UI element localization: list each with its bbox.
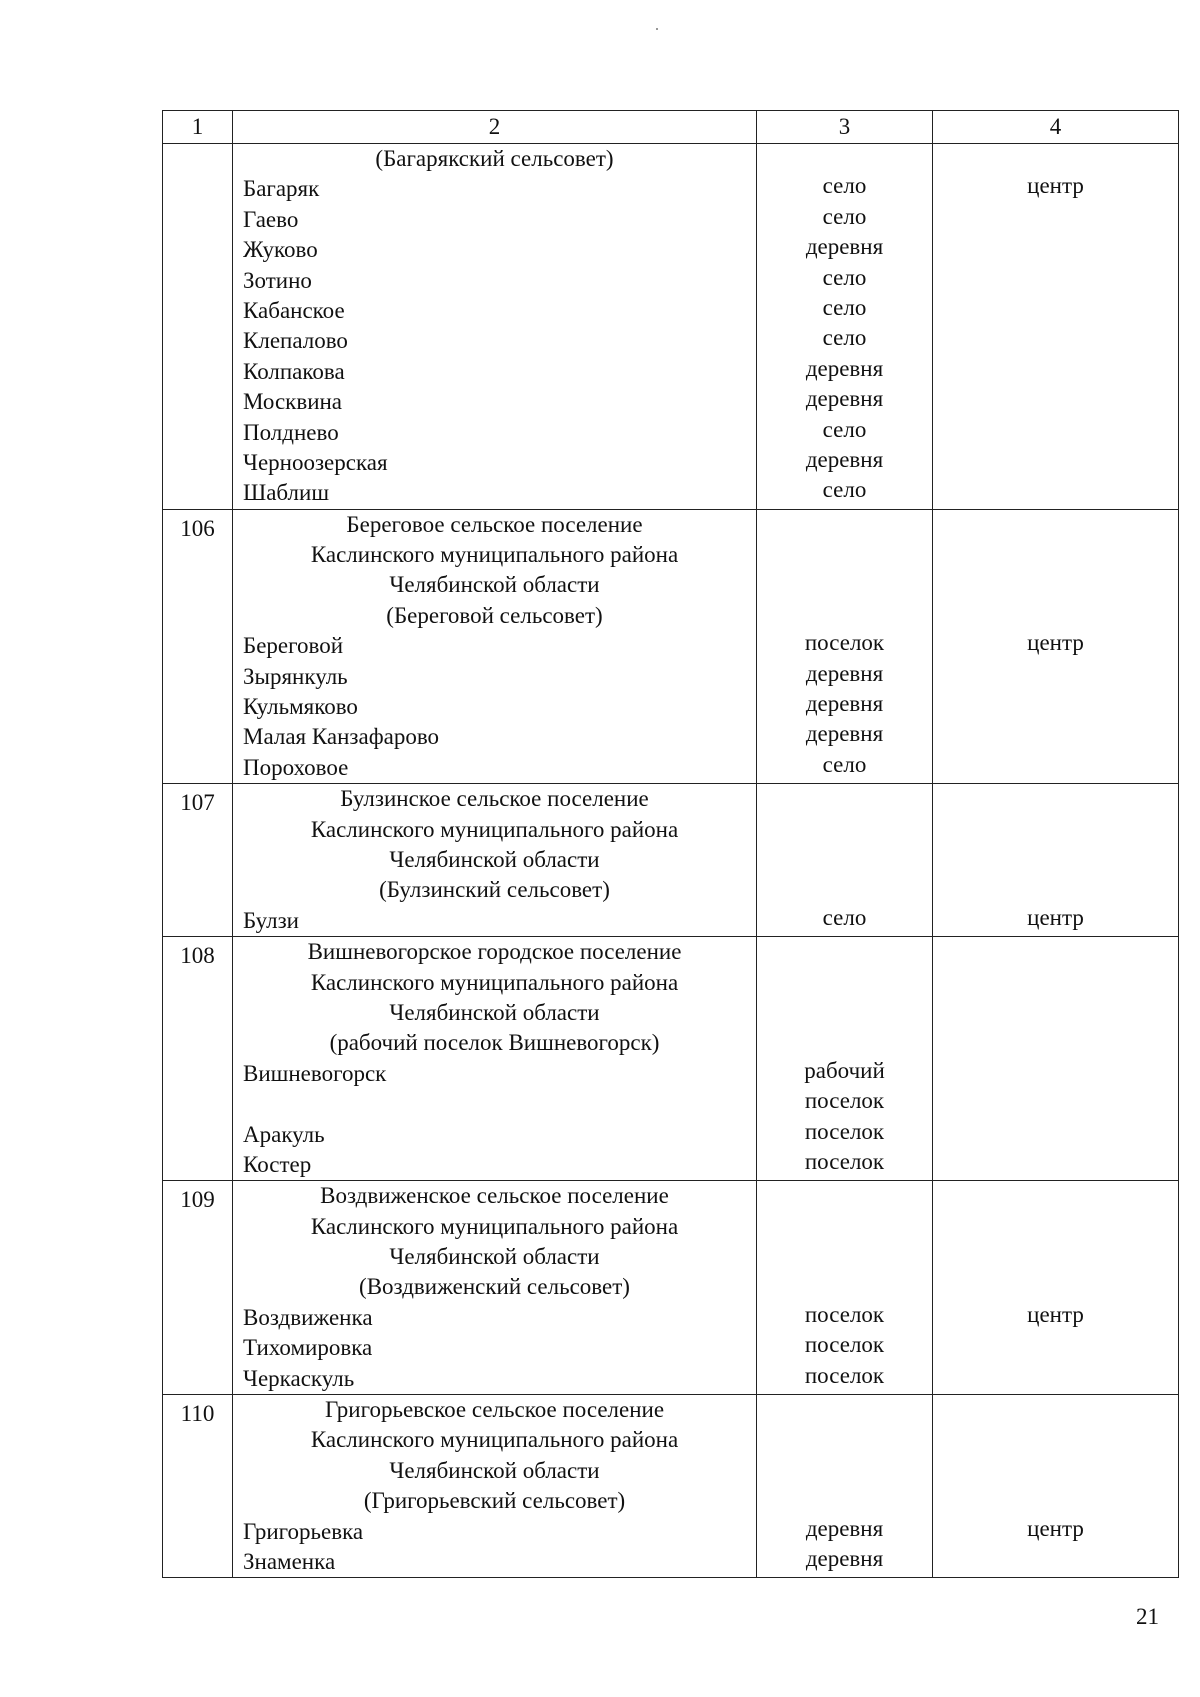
settlement-name: Кабанское	[243, 297, 345, 323]
spacer	[757, 937, 932, 967]
settlement-name: Колпакова	[243, 358, 345, 384]
settlement-role	[933, 202, 1178, 232]
settlement-type: село	[822, 416, 867, 442]
settlement-type: деревня	[805, 355, 884, 381]
settlement-type: село	[822, 264, 867, 290]
table-row	[163, 144, 1179, 510]
table-row	[163, 509, 1179, 784]
settlement-name: Малая Канзафарово	[243, 724, 440, 750]
settlement-names-cell	[233, 144, 757, 510]
settlement-role: центр	[1027, 1301, 1084, 1327]
settlement-name: Москвина	[243, 389, 343, 415]
settlement-names-cell	[233, 784, 757, 937]
row-number: 109	[163, 1181, 233, 1395]
settlement-role	[933, 384, 1178, 414]
spacer	[757, 875, 932, 905]
settlement-role-cell	[933, 937, 1179, 1181]
settlement-type: деревня	[805, 1545, 884, 1571]
column-header-1: 1	[163, 111, 233, 144]
page-number: 21	[1136, 1604, 1159, 1629]
settlement-role	[933, 445, 1178, 475]
settlement-type: деревня	[805, 691, 884, 717]
settlement-name: Береговой	[243, 633, 343, 659]
spacer	[933, 784, 1178, 814]
settlement-role	[933, 1330, 1178, 1360]
row-number: 110	[163, 1395, 233, 1578]
municipality-title-line: Булзинское сельское поселение	[340, 786, 649, 812]
settlement-name: Полднево	[243, 419, 339, 445]
settlement-name: Кульмяково	[243, 694, 358, 720]
settlement-role	[933, 475, 1178, 505]
municipality-title-line: Челябинской области	[389, 572, 600, 598]
spacer	[933, 540, 1178, 570]
settlement-role	[933, 659, 1178, 689]
spacer	[933, 570, 1178, 600]
settlement-type: поселок	[804, 1332, 885, 1358]
spacer	[933, 815, 1178, 845]
settlement-role	[933, 293, 1178, 323]
settlement-type: поселок	[804, 1362, 885, 1388]
municipality-title-line: Каслинского муниципального района	[310, 816, 679, 842]
spacer	[757, 1272, 932, 1302]
municipality-title-line: Каслинского муниципального района	[310, 542, 679, 568]
settlement-name: Тихомировка	[243, 1335, 373, 1361]
municipality-title-line: (Багарякский сельсовет)	[375, 146, 614, 171]
settlement-name: Григорьевка	[243, 1518, 364, 1544]
spacer	[757, 784, 932, 814]
spacer	[933, 1486, 1178, 1516]
row-number: 107	[163, 784, 233, 937]
municipality-title-line: (рабочий поселок Вишневогорск)	[329, 1030, 660, 1056]
table-row	[163, 1395, 1179, 1578]
settlement-name: Зотино	[243, 267, 312, 293]
spacer	[757, 540, 932, 570]
table-row	[163, 784, 1179, 937]
settlement-names-cell	[233, 1181, 757, 1395]
spacer	[933, 144, 1178, 174]
settlement-type-cell	[757, 509, 933, 784]
settlement-role: центр	[1027, 630, 1084, 656]
settlement-role	[933, 263, 1178, 293]
settlement-role: центр	[1027, 904, 1084, 930]
settlement-type: деревня	[805, 721, 884, 747]
spacer	[933, 1395, 1178, 1425]
settlement-role: центр	[1027, 1515, 1084, 1541]
settlement-name: Клепалово	[243, 328, 348, 354]
municipality-title-line: Вишневогорское городское поселение	[307, 939, 682, 965]
spacer	[933, 510, 1178, 540]
settlements-table	[162, 110, 1179, 1578]
row-number: 108	[163, 937, 233, 1181]
spacer	[933, 998, 1178, 1028]
spacer	[757, 1395, 932, 1425]
settlement-role	[933, 689, 1178, 719]
municipality-title-line: Челябинской области	[389, 999, 600, 1025]
settlements-table-body	[163, 111, 1179, 1578]
row-number: 106	[163, 509, 233, 784]
settlement-type: село	[822, 173, 867, 199]
municipality-title-line: Григорьевское сельское поселение	[324, 1397, 665, 1423]
table-header-row	[163, 111, 1179, 144]
settlement-type-cell	[757, 784, 933, 937]
column-header-3: 3	[757, 111, 933, 144]
spacer	[757, 1425, 932, 1455]
settlement-name: Костер	[243, 1151, 312, 1177]
settlement-type: деревня	[805, 660, 884, 686]
spacer	[933, 1028, 1178, 1058]
spacer	[933, 1242, 1178, 1272]
municipality-title-line: (Булзинский сельсовет)	[379, 877, 610, 903]
settlement-type: деревня	[805, 1515, 884, 1541]
settlement-type-cell	[757, 1395, 933, 1578]
spacer	[757, 998, 932, 1028]
settlement-names-cell	[233, 1395, 757, 1578]
settlement-name: Черноозерская	[243, 449, 388, 475]
municipality-title-line: (Григорьевский сельсовет)	[363, 1488, 626, 1514]
settlement-type-cell	[757, 144, 933, 510]
spacer	[933, 601, 1178, 631]
settlement-role	[933, 1086, 1178, 1116]
settlement-type-cell	[757, 937, 933, 1181]
settlement-role	[933, 750, 1178, 780]
settlement-type: село	[822, 294, 867, 320]
settlement-name: Жуково	[243, 237, 318, 263]
spacer	[757, 845, 932, 875]
spacer	[757, 601, 932, 631]
settlement-type: поселок	[804, 1118, 885, 1144]
settlement-role-cell	[933, 784, 1179, 937]
settlement-role-cell	[933, 144, 1179, 510]
settlement-role-cell	[933, 509, 1179, 784]
settlement-role	[933, 1147, 1178, 1177]
settlement-type: село	[822, 203, 867, 229]
settlement-name: Вишневогорск	[243, 1060, 387, 1086]
spacer	[933, 968, 1178, 998]
settlement-name: Багаряк	[243, 176, 320, 202]
settlement-type: поселок	[804, 1148, 885, 1174]
column-header-4: 4	[933, 111, 1179, 144]
settlement-name: Булзи	[243, 907, 299, 933]
spacer	[757, 1028, 932, 1058]
settlement-type-cell	[757, 1181, 933, 1395]
settlement-name: Знаменка	[243, 1548, 336, 1574]
municipality-title-line: Береговое сельское поселение	[346, 511, 643, 537]
spacer	[933, 1212, 1178, 1242]
settlement-name: Гаево	[243, 206, 299, 232]
settlement-role	[933, 323, 1178, 353]
spacer	[757, 1242, 932, 1272]
spacer	[757, 1181, 932, 1211]
settlement-type: село	[822, 325, 867, 351]
settlement-role-cell	[933, 1181, 1179, 1395]
municipality-title-line: (Береговой сельсовет)	[386, 602, 603, 628]
spacer	[757, 1456, 932, 1486]
settlement-role	[933, 1056, 1178, 1086]
settlement-role	[933, 354, 1178, 384]
settlement-type: село	[822, 904, 867, 930]
municipality-title-line: (Воздвиженский сельсовет)	[359, 1274, 630, 1300]
municipality-title-line: Каслинского муниципального района	[310, 1213, 679, 1239]
column-header-2: 2	[233, 111, 757, 144]
spacer	[757, 815, 932, 845]
municipality-title-line: Челябинской области	[389, 1457, 600, 1483]
settlement-type: поселок	[804, 1088, 885, 1114]
municipality-title-line: Каслинского муниципального района	[310, 1427, 679, 1453]
settlement-role: центр	[1027, 173, 1084, 199]
municipality-title-line: Челябинской области	[389, 846, 600, 872]
settlement-names-cell	[233, 937, 757, 1181]
settlement-role	[933, 719, 1178, 749]
spacer	[933, 875, 1178, 905]
settlement-name	[233, 1089, 756, 1119]
settlement-type: деревня	[805, 386, 884, 412]
spacer	[757, 144, 932, 174]
municipality-title-line: Каслинского муниципального района	[310, 969, 679, 995]
settlement-type: рабочий	[804, 1057, 885, 1083]
spacer	[757, 968, 932, 998]
municipality-title-line: Воздвиженское сельское поселение	[320, 1183, 669, 1209]
scan-speck	[656, 28, 658, 30]
spacer	[757, 1486, 932, 1516]
settlement-role	[933, 232, 1178, 262]
settlement-type: село	[822, 751, 867, 777]
spacer	[757, 570, 932, 600]
row-number	[163, 144, 233, 510]
settlement-role	[933, 1544, 1178, 1574]
settlement-name: Зырянкуль	[243, 663, 348, 689]
table-row	[163, 1181, 1179, 1395]
settlement-name: Воздвиженка	[243, 1304, 373, 1330]
spacer	[757, 510, 932, 540]
settlement-type: поселок	[804, 1301, 885, 1327]
spacer	[933, 845, 1178, 875]
settlement-name: Шаблиш	[243, 480, 330, 506]
spacer	[933, 1425, 1178, 1455]
settlement-names-cell	[233, 509, 757, 784]
spacer	[933, 937, 1178, 967]
municipality-title-line: Челябинской области	[389, 1244, 600, 1270]
spacer	[933, 1456, 1178, 1486]
table-row	[163, 937, 1179, 1181]
spacer	[933, 1181, 1178, 1211]
settlement-role-cell	[933, 1395, 1179, 1578]
settlement-type: село	[822, 477, 867, 503]
settlement-type: деревня	[805, 234, 884, 260]
settlement-role	[933, 1117, 1178, 1147]
settlement-role	[933, 415, 1178, 445]
settlement-name: Аракуль	[243, 1121, 325, 1147]
settlement-name: Черкаскуль	[243, 1365, 355, 1391]
settlement-name: Пороховое	[243, 754, 349, 780]
spacer	[933, 1272, 1178, 1302]
spacer	[757, 1212, 932, 1242]
settlement-type: деревня	[805, 446, 884, 472]
settlement-role	[933, 1361, 1178, 1391]
settlement-type: поселок	[804, 630, 885, 656]
